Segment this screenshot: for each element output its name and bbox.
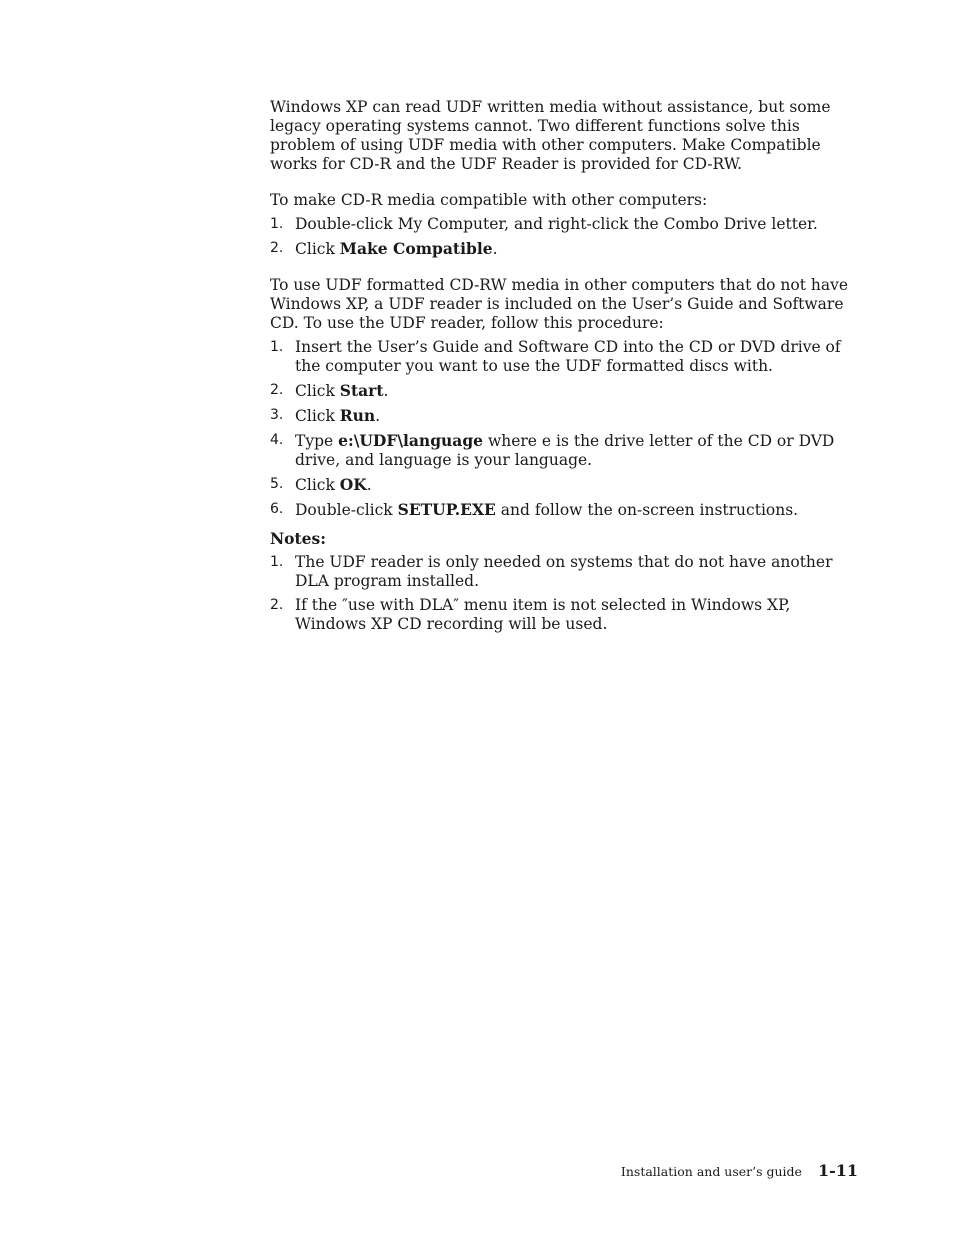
step-number: 5. bbox=[270, 476, 284, 492]
note-text: The UDF reader is only needed on systems that do not have another DLA program installed. bbox=[295, 553, 833, 590]
note-number: 2. bbox=[270, 597, 284, 613]
step-command: Make Compatible bbox=[339, 239, 493, 258]
list-item bbox=[270, 475, 860, 495]
footer-title: Installation and user’s guide bbox=[620, 1164, 802, 1179]
step-text: Click bbox=[295, 382, 340, 400]
step-text: . bbox=[366, 476, 372, 494]
step-number: 4. bbox=[270, 432, 284, 448]
step-number: 2. bbox=[270, 240, 284, 256]
notes-heading: Notes: bbox=[270, 529, 326, 548]
step-number: 6. bbox=[270, 501, 284, 517]
note-text: If the ″use with DLA″ menu item is not selected in Windows XP, Windows XP CD recording will be used. bbox=[295, 596, 791, 633]
step-text: . bbox=[375, 407, 381, 425]
document-body bbox=[270, 98, 860, 634]
step-command: Start bbox=[339, 381, 384, 400]
note-number: 1. bbox=[270, 554, 284, 570]
cdr-lead: To make CD-R media compatible with other computers: bbox=[270, 191, 708, 209]
list-item bbox=[270, 215, 860, 234]
page-footer bbox=[600, 1161, 858, 1180]
step-text: where e is the drive letter of the CD or DVD drive, and language is your language. bbox=[295, 432, 835, 469]
step-command: SETUP.EXE bbox=[397, 500, 496, 519]
cdrw-steps bbox=[270, 338, 860, 520]
list-item bbox=[270, 500, 860, 520]
list-item bbox=[270, 596, 860, 634]
step-text: . bbox=[492, 240, 498, 258]
step-text: Click bbox=[295, 240, 340, 258]
cdr-steps bbox=[270, 215, 860, 259]
step-number: 2. bbox=[270, 382, 284, 398]
notes-list bbox=[270, 553, 860, 634]
list-item bbox=[270, 338, 860, 376]
step-text: Double-click My Computer, and right-click the Combo Drive letter. bbox=[295, 215, 818, 233]
step-text: Insert the User’s Guide and Software CD into the CD or DVD drive of the computer you want to use the UDF formatted discs with. bbox=[295, 338, 841, 375]
step-text: Click bbox=[295, 407, 340, 425]
step-number: 3. bbox=[270, 407, 284, 423]
list-item bbox=[270, 239, 860, 259]
step-text: and follow the on-screen instructions. bbox=[495, 501, 799, 519]
step-number: 1. bbox=[270, 339, 284, 355]
step-command: OK bbox=[339, 475, 367, 494]
cdrw-lead: To use UDF formatted CD-RW media in other computers that do not have Windows XP, a UDF reader is included on the User’s Guide and Software CD. To use the UDF reader, follow this procedure: bbox=[270, 276, 849, 332]
page-number: 1-11 bbox=[817, 1161, 858, 1180]
step-text: . bbox=[383, 382, 389, 400]
list-item bbox=[270, 431, 860, 470]
step-text: Type bbox=[295, 432, 339, 450]
intro-paragraph: Windows XP can read UDF written media without assistance, but some legacy operating systems cannot. Two different functions solve this problem of using UDF media with other computers. Make Compatible works for CD-R and the UDF Reader is provided for CD-RW. bbox=[270, 98, 831, 173]
step-number: 1. bbox=[270, 216, 284, 232]
list-item bbox=[270, 406, 860, 426]
step-text: Click bbox=[295, 476, 340, 494]
step-command: e:\UDF\language bbox=[338, 431, 484, 450]
step-command: Run bbox=[339, 406, 376, 425]
list-item bbox=[270, 553, 860, 591]
list-item bbox=[270, 381, 860, 401]
step-text: Double-click bbox=[295, 501, 398, 519]
